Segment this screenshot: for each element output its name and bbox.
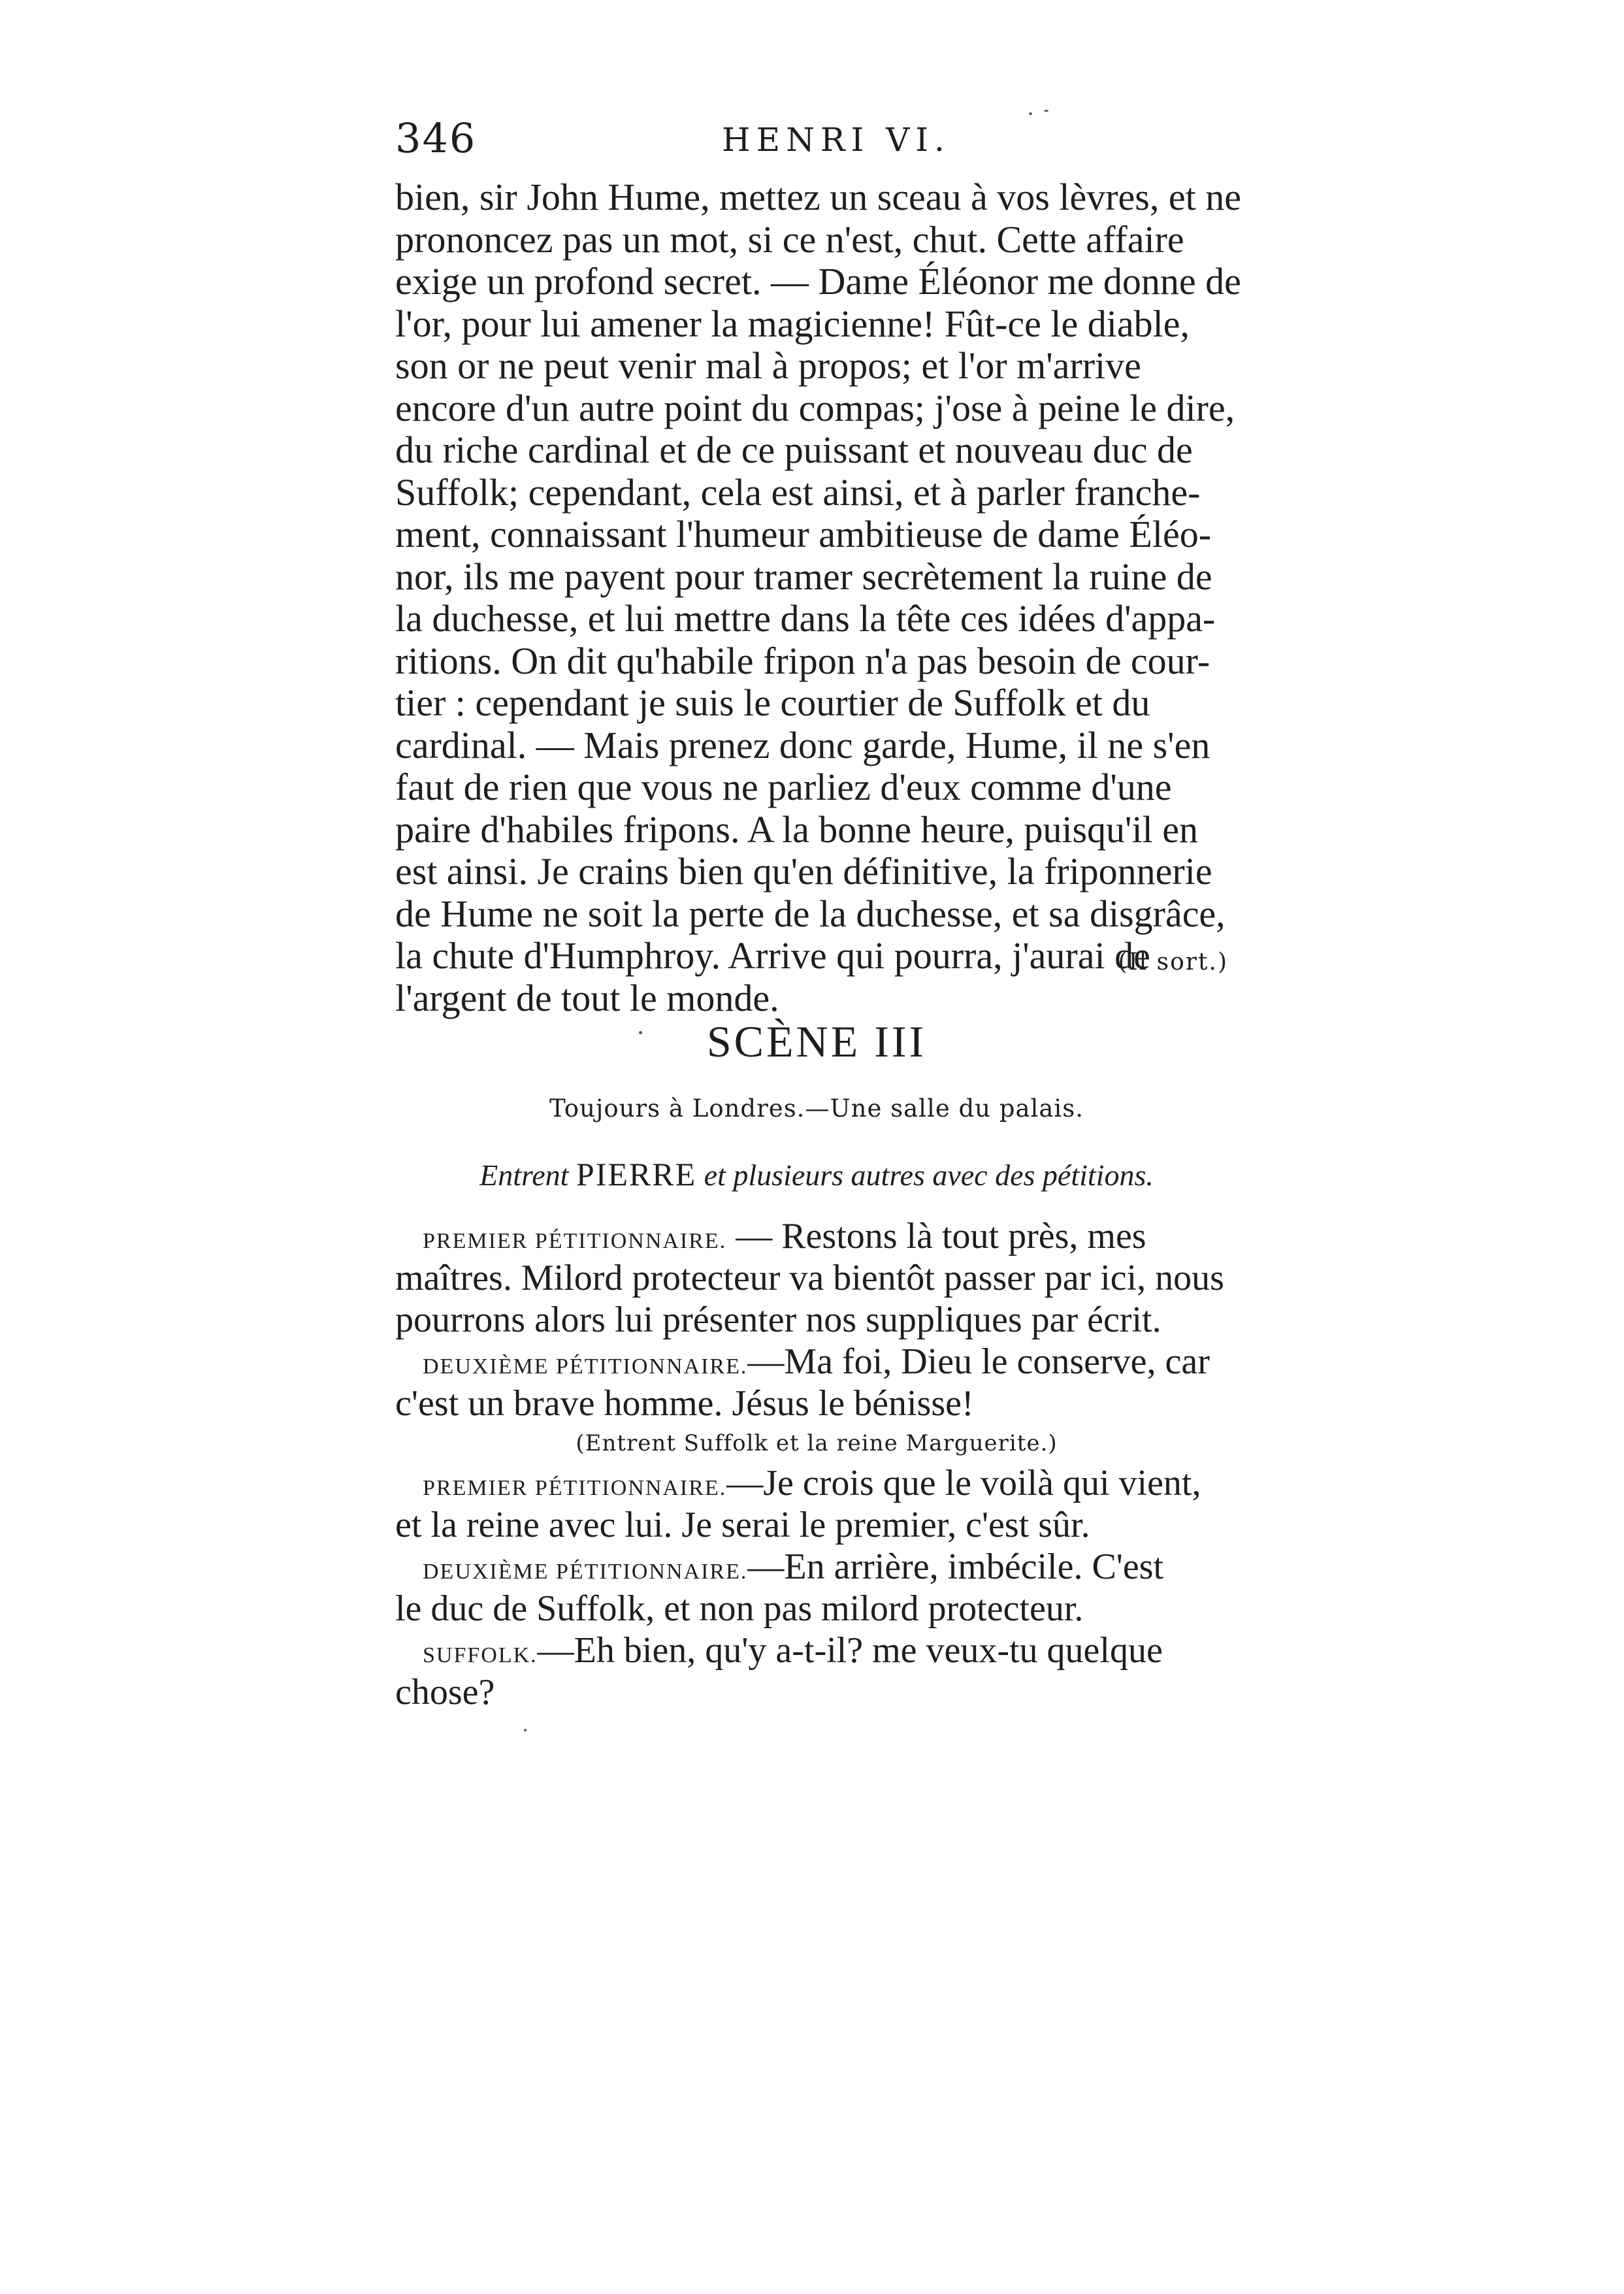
- text-line: l'argent de tout le monde.: [395, 976, 779, 1019]
- text-line: nor, ils me payent pour tramer secrètement la ruine de: [395, 555, 1212, 598]
- dialogue-line: pourrons alors lui présenter nos suppliques par écrit.: [395, 1300, 1161, 1340]
- speaker-name: DEUXIÈME PÉTITIONNAIRE.: [423, 1560, 748, 1584]
- ink-speck: [1029, 112, 1032, 115]
- text-line: cardinal. — Mais prenez donc garde, Hume, il ne s'en: [395, 723, 1210, 766]
- entrance-prefix: Entrent: [479, 1158, 569, 1192]
- text-line: ment, connaissant l'humeur ambitieuse de dame Éléo-: [395, 513, 1212, 555]
- ink-speck: [524, 1729, 527, 1731]
- text-line: ritions. On dit qu'habile fripon n'a pas besoin de cour-: [395, 639, 1210, 682]
- scene-setting: Toujours à Londres.—Une salle du palais.: [549, 1094, 1084, 1122]
- dialogue-line: c'est un brave homme. Jésus le bénisse!: [395, 1383, 974, 1424]
- speech-text: —Ma foi, Dieu le conserve, car: [747, 1341, 1210, 1382]
- speech-text: —Je crois que le voilà qui vient,: [726, 1463, 1201, 1503]
- ink-speck: [639, 1031, 642, 1034]
- text-line: la duchesse, et lui mettre dans la tête ces idées d'appa-: [395, 597, 1216, 640]
- dialogue-line: [395, 1546, 1238, 1588]
- dialogue-line: [395, 1462, 1238, 1504]
- text-line: du riche cardinal et de ce puissant et nouveau duc de: [395, 429, 1193, 471]
- page-number: 346: [395, 114, 477, 162]
- dialogue-line: chose?: [395, 1672, 495, 1712]
- dialogue-line: [395, 1215, 1238, 1257]
- dialogue-line: maîtres. Milord protecteur va bientôt passer par ici, nous: [395, 1258, 1224, 1298]
- dialogue: [395, 1215, 1238, 1713]
- text-line: l'or, pour lui amener la magicienne! Fût-ce le diable,: [395, 302, 1190, 345]
- speaker-name: PREMIER PÉTITIONNAIRE.: [423, 1476, 727, 1500]
- text-line: bien, sir John Hume, mettez un sceau à vos lèvres, et ne: [395, 176, 1241, 218]
- speaker-name: DEUXIÈME PÉTITIONNAIRE.: [423, 1354, 748, 1379]
- speech-text: —Eh bien, qu'y a-t-il? me veux-tu quelque: [537, 1630, 1163, 1671]
- dialogue-line: [395, 1630, 1238, 1671]
- text-line: faut de rien que vous ne parliez d'eux comme d'une: [395, 766, 1172, 808]
- character-name: PIERRE: [576, 1156, 697, 1192]
- text-line: paire d'habiles fripons. A la bonne heure, puisqu'il en: [395, 808, 1198, 851]
- text-line: tier : cependant je suis le courtier de Suffolk et du: [395, 681, 1150, 724]
- text-line: exige un profond secret. — Dame Éléonor me donne de: [395, 260, 1241, 303]
- monologue-text: [395, 176, 1241, 1019]
- text-line: est ainsi. Je crains bien qu'en définitive, la friponnerie: [395, 850, 1212, 893]
- speech-text: — Restons là tout près, mes: [736, 1216, 1146, 1256]
- stage-direction: (Entrent Suffolk et la reine Marguerite.): [576, 1430, 1058, 1456]
- dialogue-line: et la reine avec lui. Je serai le premier, c'est sûr.: [395, 1505, 1090, 1545]
- ink-speck: [1044, 110, 1048, 112]
- entrance-suffix: et plusieurs autres avec des pétitions.: [704, 1158, 1154, 1192]
- entrance-direction: [395, 1155, 1238, 1193]
- speaker-name: SUFFOLK.: [423, 1643, 538, 1667]
- dialogue-line: [395, 1341, 1238, 1383]
- text-line: encore d'un autre point du compas; j'ose à peine le dire,: [395, 386, 1235, 429]
- scene-heading: SCÈNE III: [706, 1017, 927, 1066]
- text-line: de Hume ne soit la perte de la duchesse, et sa disgrâce,: [395, 892, 1226, 935]
- text-line: prononcez pas un mot, si ce n'est, chut. Cette affaire: [395, 218, 1184, 261]
- text-line: son or ne peut venir mal à propos; et l'or m'arrive: [395, 344, 1141, 387]
- running-title: HENRI VI.: [722, 121, 950, 159]
- text-line: la chute d'Humphroy. Arrive qui pourra, j'aurai de: [395, 934, 1150, 977]
- speaker-name: PREMIER PÉTITIONNAIRE.: [423, 1229, 727, 1253]
- dialogue-line: le duc de Suffolk, et non pas milord protecteur.: [395, 1588, 1084, 1629]
- stage-direction-exit: (Il sort.): [1118, 949, 1228, 975]
- speech-text: —En arrière, imbécile. C'est: [747, 1547, 1164, 1587]
- page-header: [395, 114, 1238, 173]
- text-line: Suffolk; cependant, cela est ainsi, et à parler franche-: [395, 470, 1201, 514]
